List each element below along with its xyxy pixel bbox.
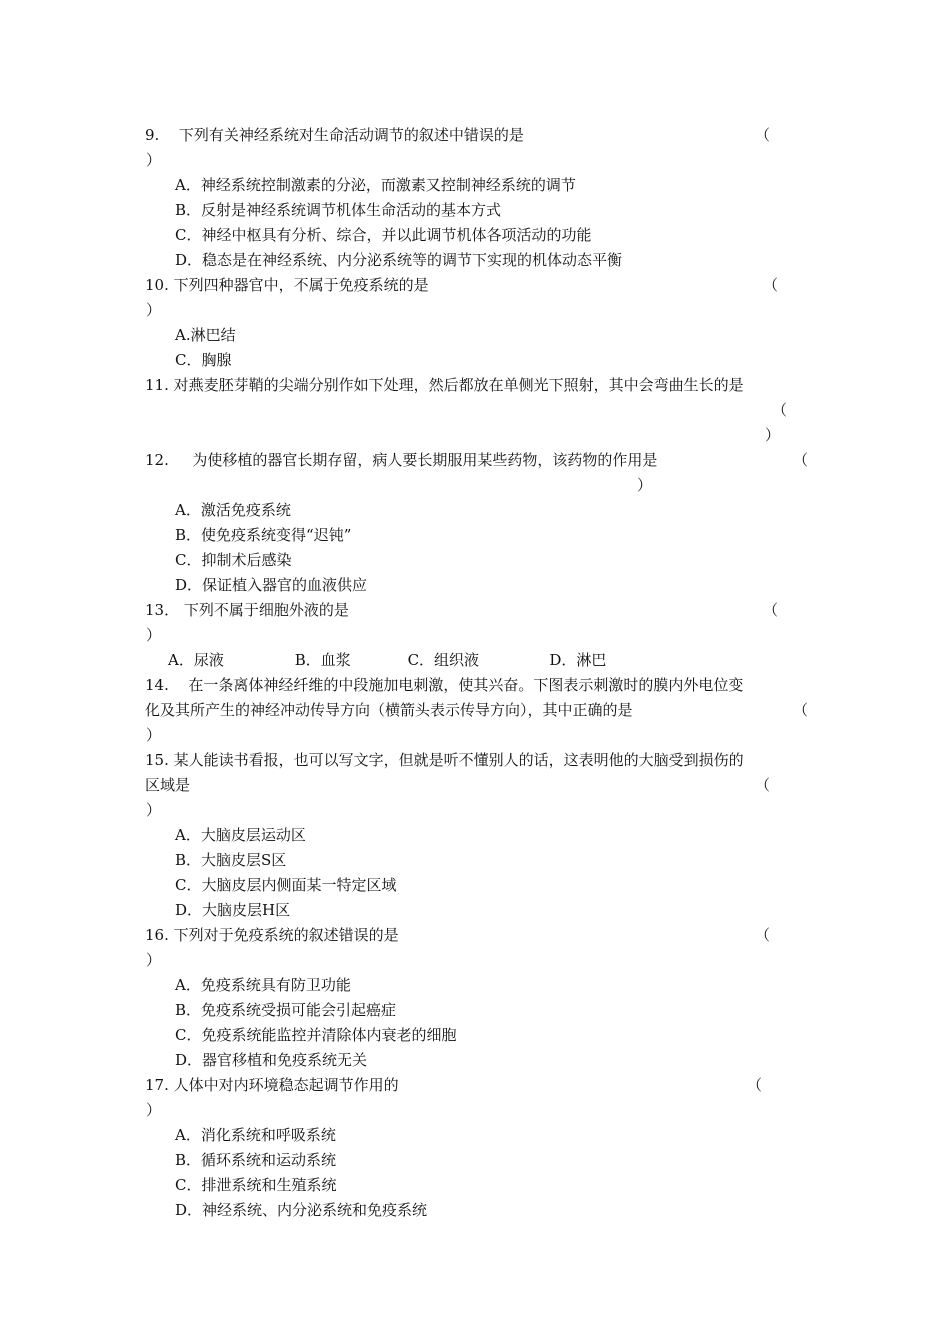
option-d: D．稳态是在神经系统、内分泌系统等的调节下实现的机体动态平衡	[175, 251, 623, 269]
question-14	[0, 673, 950, 748]
answer-paren-open: （	[793, 701, 809, 719]
option-d: D．保证植入器官的血液供应	[175, 576, 368, 594]
question-stem: 人体中对内环境稳态起调节作用的	[173, 1076, 399, 1094]
answer-paren-open: （	[763, 601, 779, 619]
question-number: 9.	[145, 126, 160, 144]
option-b: B．大脑皮层S区	[175, 851, 287, 869]
question-number: 12.	[145, 451, 169, 469]
option-d: D．器官移植和免疫系统无关	[175, 1051, 368, 1069]
question-16	[0, 923, 950, 1073]
answer-paren-open: （	[793, 451, 809, 469]
answer-paren-close: ）	[146, 626, 162, 644]
question-stem-line1: 某人能读书看报，也可以写文字，但就是听不懂别人的话，这表明他的大脑受到损伤的	[173, 751, 744, 769]
option-b: B．循环系统和运动系统	[175, 1151, 337, 1169]
option-b: B．反射是神经系统调节机体生命活动的基本方式	[175, 201, 502, 219]
option-c: C．排泄系统和生殖系统	[175, 1176, 337, 1194]
option-a: A．消化系统和呼吸系统	[175, 1126, 336, 1144]
question-13	[0, 598, 950, 673]
option-a: A．激活免疫系统	[175, 501, 291, 519]
options-row	[0, 648, 950, 673]
option-a: A．大脑皮层运动区	[175, 826, 306, 844]
option-c: C．组织液	[407, 651, 480, 669]
question-stem: 对燕麦胚芽鞘的尖端分别作如下处理，然后都放在单侧光下照射，其中会弯曲生长的是	[173, 376, 744, 394]
option-c: C．神经中枢具有分析、综合，并以此调节机体各项活动的功能	[175, 226, 592, 244]
option-b: B．血浆	[294, 651, 351, 669]
option-d: D．大脑皮层H区	[175, 901, 291, 919]
answer-paren-open: （	[755, 926, 771, 944]
option-d: D．神经系统、内分泌系统和免疫系统	[175, 1201, 428, 1219]
option-a: A．免疫系统具有防卫功能	[175, 976, 351, 994]
question-stem: 下列四种器官中，不属于免疫系统的是	[173, 276, 429, 294]
answer-paren-close: ）	[146, 1101, 162, 1119]
question-number: 11.	[145, 376, 169, 394]
answer-paren-close: ）	[146, 951, 162, 969]
question-number: 17.	[145, 1076, 169, 1094]
question-stem-line2: 区域是	[145, 776, 191, 794]
question-10	[0, 273, 950, 373]
question-17	[0, 1073, 950, 1223]
question-stem-line1: 在一条离体神经纤维的中段施加电刺激，使其兴奋。下图表示刺激时的膜内外电位变	[188, 676, 744, 694]
option-a: A.淋巴结	[175, 326, 236, 344]
option-c: C．大脑皮层内侧面某一特定区域	[175, 876, 397, 894]
question-stem-line2: 化及其所产生的神经冲动传导方向（横箭头表示传导方向），其中正确的是	[145, 701, 633, 719]
exam-page	[0, 123, 950, 1223]
question-stem: 下列有关神经系统对生命活动调节的叙述中错误的是	[178, 126, 524, 144]
question-number: 13．	[145, 601, 180, 619]
answer-paren-open: （	[763, 276, 779, 294]
question-stem: 下列不属于细胞外液的是	[183, 601, 349, 619]
question-stem: 为使移植的器官长期存留，病人要长期服用某些药物，该药物的作用是	[192, 451, 658, 469]
answer-paren-open: （	[772, 401, 788, 419]
question-number: 10.	[145, 276, 169, 294]
answer-paren-close: ）	[765, 426, 781, 444]
question-stem: 下列对于免疫系统的叙述错误的是	[173, 926, 399, 944]
answer-paren-close: ）	[146, 301, 162, 319]
question-9	[0, 123, 950, 273]
option-c: C．抑制术后感染	[175, 551, 292, 569]
question-12	[0, 448, 950, 598]
option-a: A．神经系统控制激素的分泌，而激素又控制神经系统的调节	[175, 176, 576, 194]
answer-paren-close: ）	[146, 151, 162, 169]
option-b: B．免疫系统受损可能会引起癌症	[175, 1001, 397, 1019]
answer-paren-close: ）	[637, 476, 653, 494]
option-a: A．尿液	[168, 651, 224, 669]
option-c: C．免疫系统能监控并清除体内衰老的细胞	[175, 1026, 457, 1044]
answer-paren-open: （	[755, 126, 771, 144]
answer-paren-open: （	[755, 776, 771, 794]
option-d: D．淋巴	[549, 651, 607, 669]
question-number: 16.	[145, 926, 169, 944]
question-number: 15.	[145, 751, 169, 769]
option-b: B．使免疫系统变得“迟钝”	[175, 526, 352, 544]
question-11	[0, 373, 950, 448]
question-number: 14.	[145, 676, 169, 694]
answer-paren-close: ）	[146, 801, 162, 819]
option-c: C．胸腺	[175, 351, 232, 369]
answer-paren-open: （	[747, 1076, 763, 1094]
question-15	[0, 748, 950, 923]
answer-paren-close: ）	[146, 726, 162, 744]
